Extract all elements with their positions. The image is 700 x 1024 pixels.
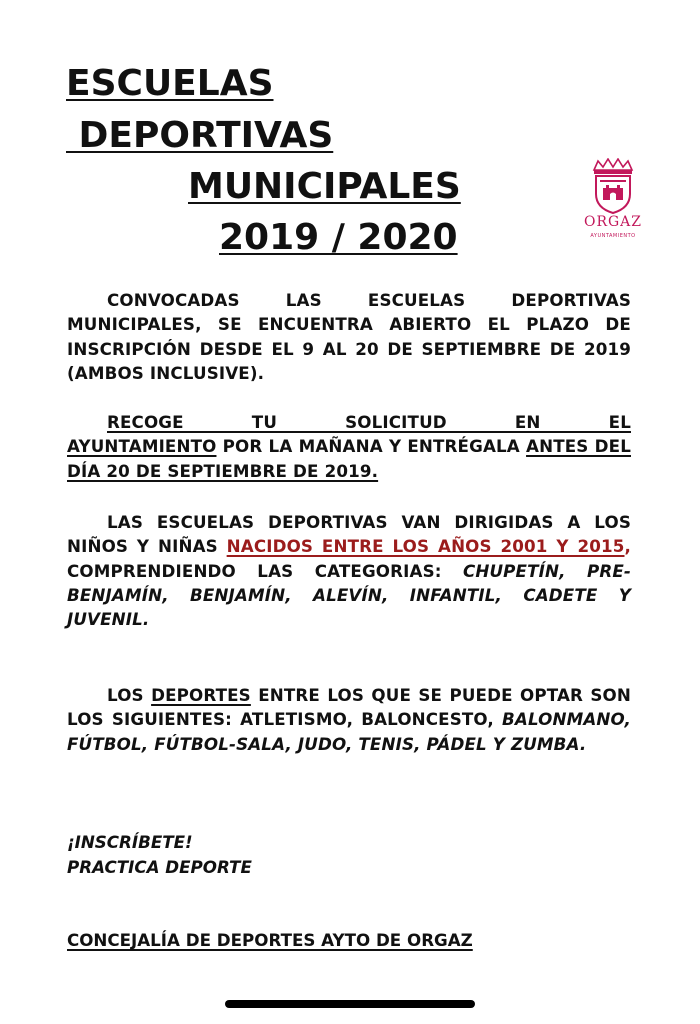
- sports-list: BALONMANO, FÚTBOL, FÚTBOL-SALA, JUDO, TENIS, PÁDEL Y ZUMBA.: [67, 709, 631, 754]
- signature: CONCEJALÍA DE DEPORTES AYTO DE ORGAZ: [67, 930, 473, 950]
- title-line-3: MUNICIPALES: [188, 166, 461, 207]
- deportes-underlined: DEPORTES: [151, 685, 251, 705]
- title-line-1: ESCUELAS: [66, 63, 274, 104]
- title-line-4: 2019 / 2020: [219, 217, 458, 258]
- inscribete-text: ¡INSCRÍBETE!: [67, 832, 193, 852]
- paragraph-deportes: [67, 683, 631, 756]
- ayuntamiento-text: AYUNTAMIENTO: [67, 436, 217, 457]
- manana-entregala-text: POR LA MAÑANA Y ENTRÉGALA: [216, 436, 527, 457]
- logo-subtitle: AYUNTAMIENTO: [590, 233, 636, 239]
- highlight-comma: ,: [624, 536, 631, 557]
- paragraph-dirigidas: [67, 510, 631, 631]
- deportes-middle: ENTRE LOS QUE SE PUEDE OPTAR SON LOS SIGUIENTES: ATLETISMO, BALONCESTO,: [67, 685, 632, 730]
- title-line-2: DEPORTIVAS: [66, 115, 334, 156]
- paragraph-1-text: CONVOCADAS LAS ESCUELAS DEPORTIVAS MUNICIPALES, SE ENCUENTRA ABIERTO EL PLAZO DE INSCRIPCIÓN DESDE EL 9 AL 20 DE SEPTIEMBRE DE 2019 (AMBOS INCLUSIVE).: [67, 290, 631, 383]
- logo-name: ORGAZ: [583, 214, 643, 230]
- recoge-solicitud-text: RECOGE TU SOLICITUD EN EL: [107, 412, 631, 432]
- home-indicator[interactable]: [225, 1000, 475, 1008]
- deadline-text: ANTES DEL DÍA 20 DE SEPTIEMBRE DE 2019.: [67, 436, 631, 481]
- paragraph-convocatoria: [67, 288, 631, 385]
- dirigidas-intro: LAS ESCUELAS DEPORTIVAS VAN DIRIGIDAS A LOS NIÑOS Y NIÑAS: [67, 512, 631, 557]
- deportes-intro: LOS: [107, 685, 152, 705]
- categories-list: CHUPETÍN, PRE-BENJAMÍN, BENJAMÍN, ALEVÍN, INFANTIL, CADETE Y JUVENIL.: [67, 560, 631, 630]
- orgaz-logo: [574, 158, 652, 242]
- practica-deporte-text: PRACTICA DEPORTE: [67, 856, 252, 877]
- coat-of-arms-icon: [574, 158, 652, 214]
- birth-years-highlight: NACIDOS ENTRE LOS AÑOS 2001 Y 2015: [226, 536, 625, 557]
- paragraph-solicitud: [67, 410, 631, 483]
- closing-call-to-action: [67, 830, 252, 879]
- comprendiendo-text: COMPRENDIENDO LAS CATEGORIAS:: [67, 560, 463, 581]
